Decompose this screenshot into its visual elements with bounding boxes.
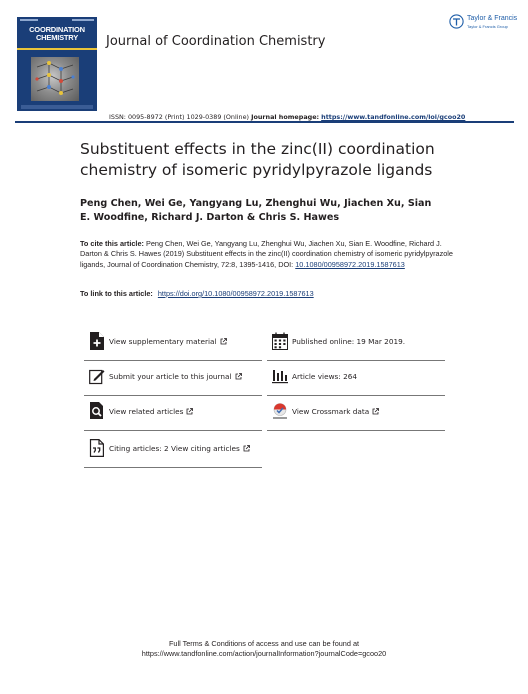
article-link-line [80,289,314,298]
external-link-icon [220,338,227,347]
search-document-icon [89,402,105,420]
cover-title-line1: COORDINATION [29,25,85,34]
crossmark-icon [272,402,288,420]
cover-title-line2: CHEMISTRY [35,32,79,42]
cover-molecule-image [31,57,79,101]
publisher-name: Taylor & Francis [467,15,518,22]
header-divider [15,121,514,123]
article-views-info [267,365,445,396]
citing-articles-label: Citing articles: 2 View citing articles [109,444,240,453]
article-link-label: To link to this article: [80,289,153,298]
article-doi-link[interactable]: https://doi.org/10.1080/00958972.2019.1587613 [157,289,314,298]
citation-block [80,239,464,270]
article-authors: Peng Chen, Wei Ge, Yangyang Lu, Zhenghui Wu, Jiachen Xu, Sian E. Woodfine, Richard J. Darton & Chris S. Hawes [80,198,432,223]
publisher-logo[interactable] [449,14,518,34]
cover-band [17,48,97,50]
cover-bottom-strip [21,105,93,109]
homepage-label: Journal homepage: [251,113,320,121]
quote-document-icon [89,439,105,457]
issn-text: ISSN: 0095-8972 (Print) 1029-0389 (Online) [109,113,250,121]
journal-title[interactable]: Journal of Coordination Chemistry [106,34,326,49]
issn-line [109,113,465,121]
pencil-icon [89,367,105,385]
journal-homepage-link[interactable]: https://www.tandfonline.com/loi/gcoo20 [321,113,466,121]
published-online-info [267,330,445,361]
view-related-label: View related articles [109,407,184,416]
view-crossmark-data[interactable] [267,400,445,431]
citation-text: Peng Chen, Wei Ge, Yangyang Lu, Zhenghui Wu, Jiachen Xu, Sian E. Woodfine, Richard J. Darton & Chris S. Hawes (2019) Substituent effects in the zinc(II) coordination chemistry of isomeric pyridylpyrazole ligands, Journal of Coordination Chemistry, 72:8, 1395-1416, DOI: [80,239,453,269]
article-views-label: Article views: 264 [292,372,358,381]
view-supplementary-label: View supplementary material [109,337,217,346]
plus-document-icon [89,332,105,350]
footer-journal-info-link[interactable]: https://www.tandfonline.com/action/journalInformation?journalCode=gcoo20 [141,649,387,658]
external-link-icon [186,408,193,417]
journal-cover [17,17,97,111]
calendar-icon [272,332,288,350]
citation-label: To cite this article: [80,239,144,248]
submit-article-label: Submit your article to this journal [109,372,232,381]
view-supplementary-material[interactable] [84,330,262,361]
external-link-icon [243,445,250,454]
cover-top-strip [20,19,94,24]
bar-chart-icon [272,367,288,385]
publisher-logo-icon [449,14,464,33]
submit-article-link[interactable] [84,365,262,396]
published-online-label: Published online: 19 Mar 2019. [292,337,406,346]
external-link-icon [372,408,379,417]
view-citing-articles[interactable] [84,437,262,468]
article-title: Substituent effects in the zinc(II) coordination chemistry of isomeric pyridylpyrazole ligands [80,140,435,179]
citation-doi-link[interactable]: 10.1080/00958972.2019.1587613 [295,259,405,269]
view-related-articles[interactable] [84,400,262,431]
external-link-icon [235,373,242,382]
footer-terms: Full Terms & Conditions of access and use can be found at [168,639,360,648]
view-crossmark-label: View Crossmark data [292,407,370,416]
cover-title [17,26,97,41]
publisher-tagline: Taylor & Francis Group [467,24,508,29]
